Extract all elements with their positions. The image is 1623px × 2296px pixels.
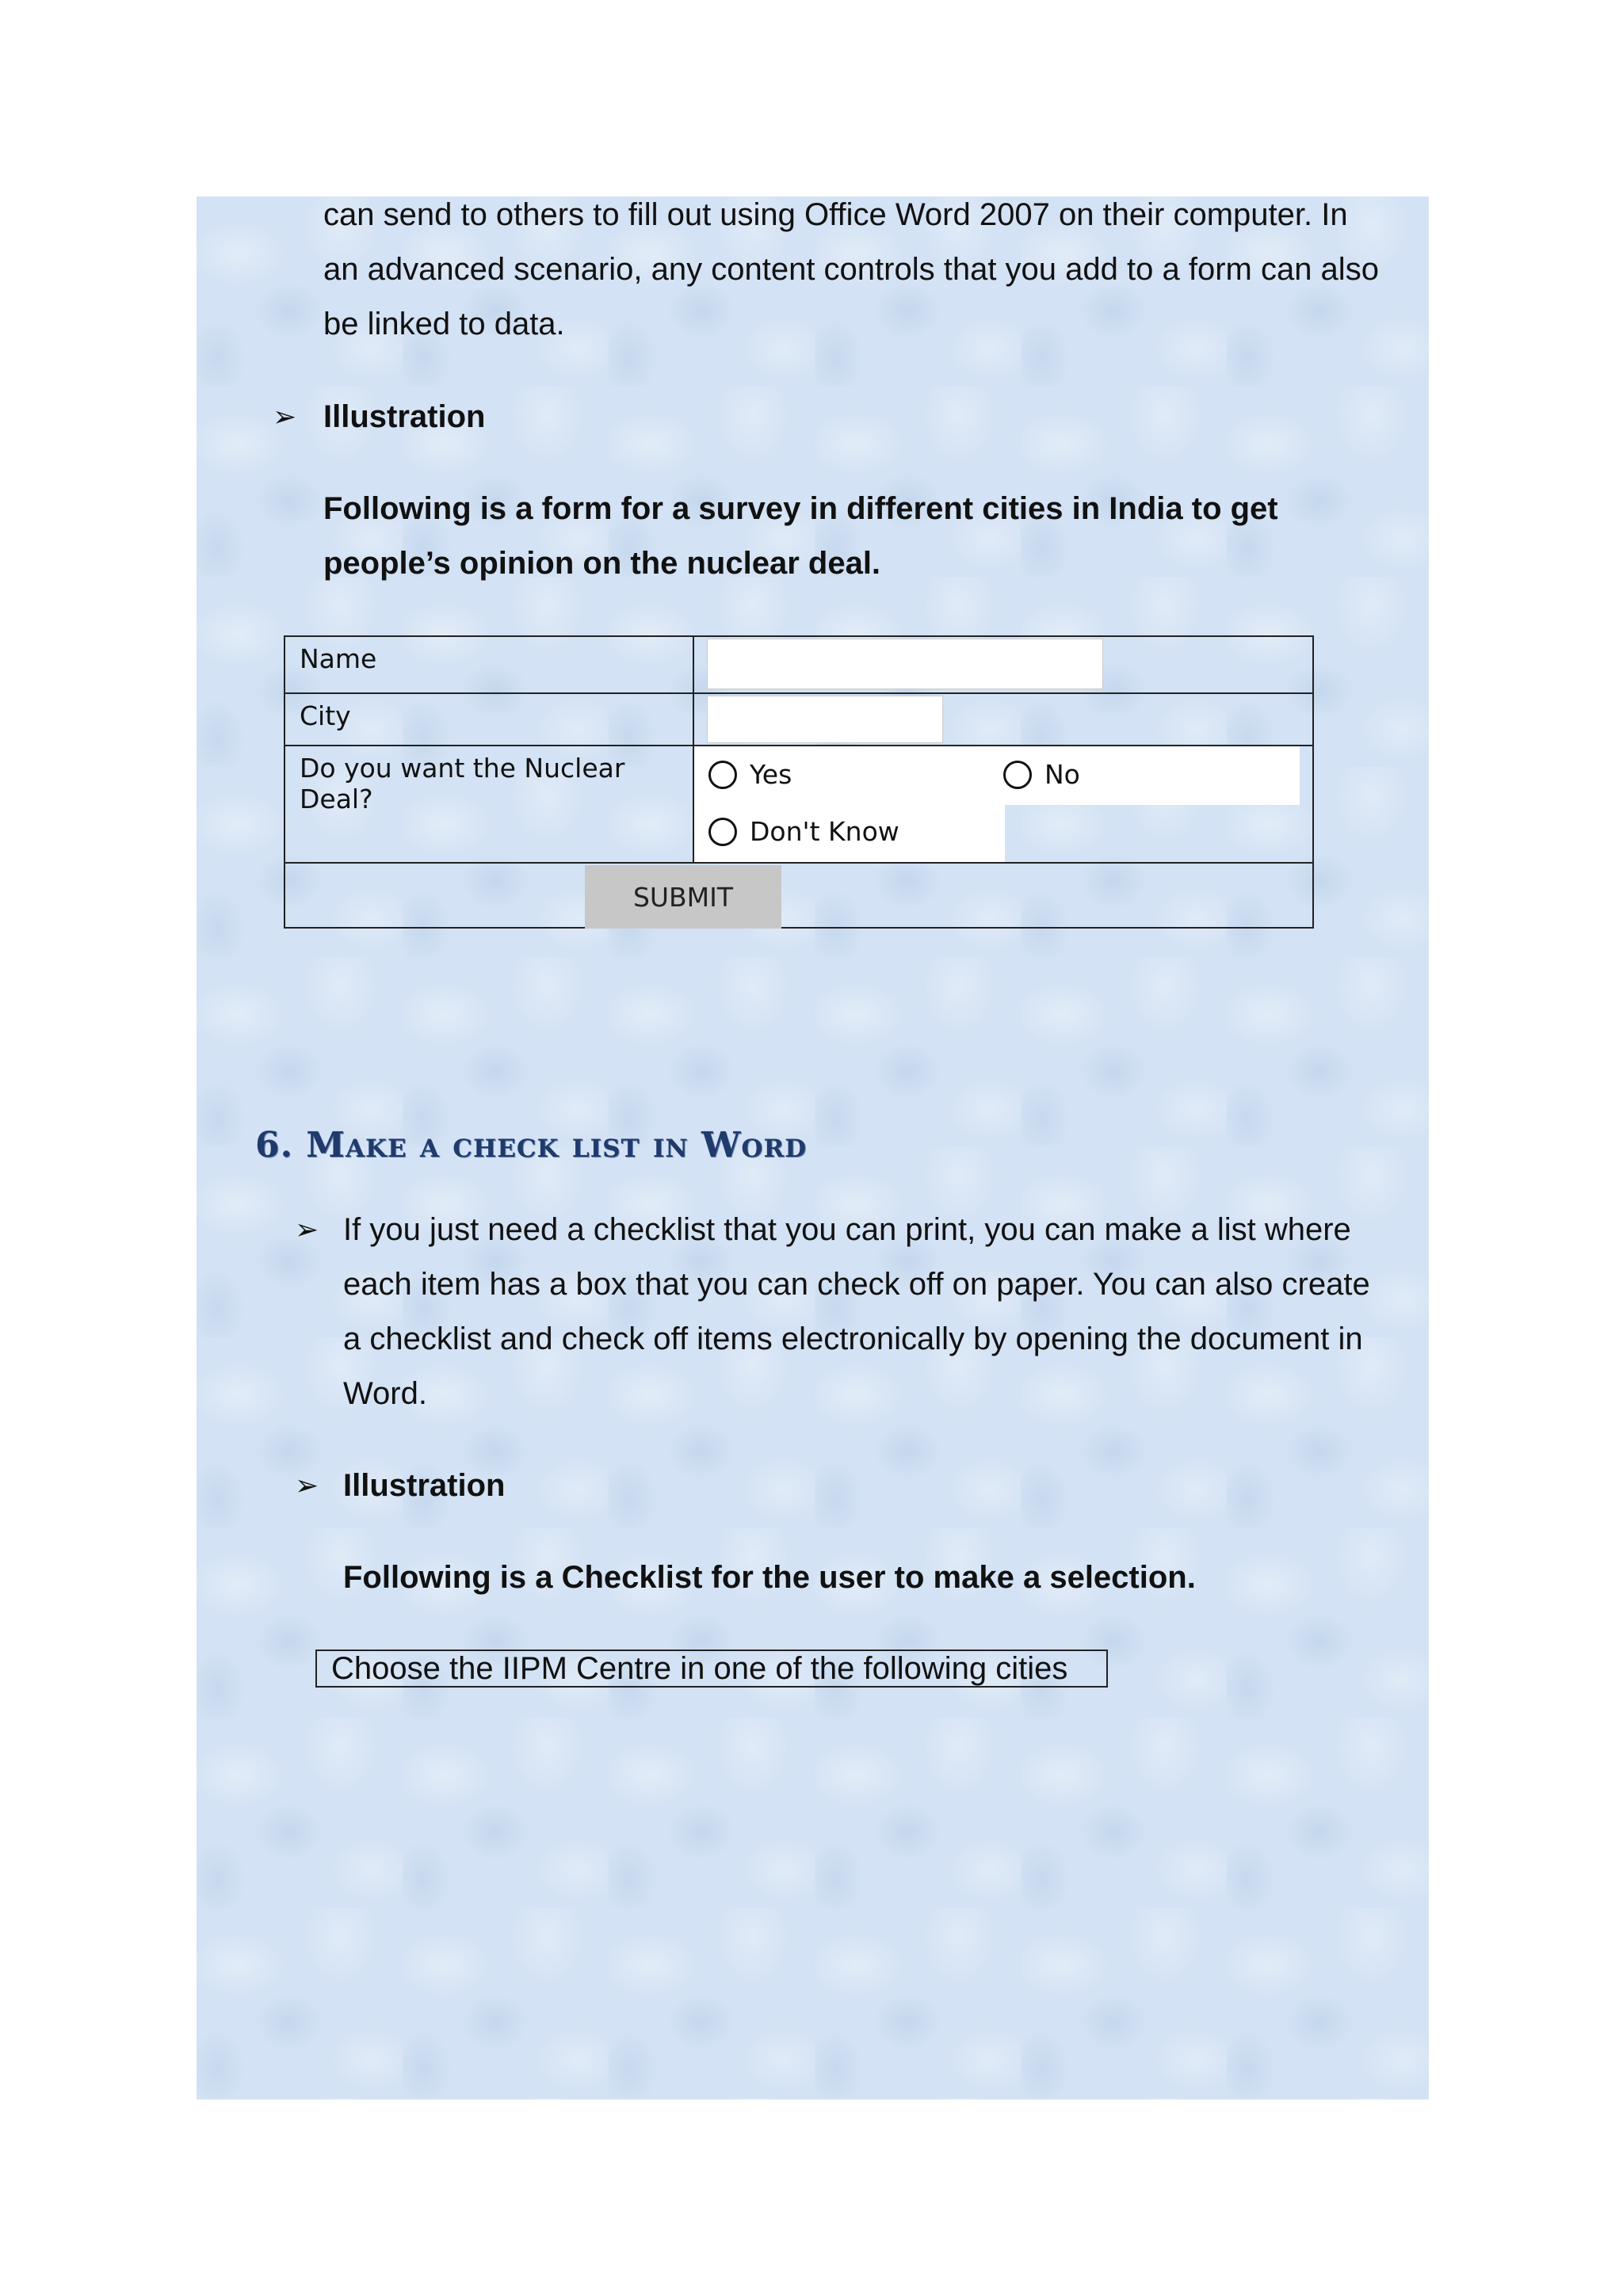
radio-dont-know-label: Don't Know	[750, 816, 899, 847]
radio-yes-label: Yes	[750, 759, 792, 790]
section-bullet-line-1: If you just need a checklist that you can print, you can make a list where	[343, 1212, 1351, 1247]
illustration-desc-line-1: Following is a form for a survey in different cities in India to get	[323, 491, 1278, 526]
arrow-bullet-icon: ➢	[295, 1214, 319, 1246]
name-label: Name	[285, 637, 694, 692]
form-row-name	[285, 637, 1312, 694]
illustration-desc-line-2: people’s opinion on the nuclear deal.	[323, 546, 881, 581]
arrow-bullet-icon: ➢	[295, 1470, 319, 1502]
radio-yes[interactable]	[708, 759, 792, 790]
section-heading: 6. Make a check list in Word	[255, 1125, 808, 1165]
question-label: Do you want the Nuclear Deal?	[285, 746, 694, 862]
survey-form	[284, 635, 1314, 929]
illustration-2-desc: Following is a Checklist for the user to make a selection.	[343, 1560, 1196, 1595]
city-input[interactable]	[707, 696, 943, 743]
illustration-2-heading: Illustration	[343, 1468, 506, 1503]
radio-dont-know[interactable]	[708, 816, 899, 847]
intro-line-2: an advanced scenario, any content controls that you add to a form can also	[323, 252, 1379, 287]
section-bullet-line-2: each item has a box that you can check off on paper. You can also create	[343, 1267, 1370, 1302]
form-row-submit	[285, 864, 1312, 927]
radio-circle-icon	[708, 761, 737, 789]
section-bullet-line-4: Word.	[343, 1376, 427, 1411]
intro-line-3: be linked to data.	[323, 307, 565, 341]
radio-circle-icon	[1003, 761, 1032, 789]
radio-no-label: No	[1044, 759, 1080, 790]
form-row-city	[285, 694, 1312, 746]
submit-button[interactable]: SUBMIT	[585, 865, 781, 929]
checklist-prompt-box: Choose the IIPM Centre in one of the following cities	[315, 1650, 1108, 1688]
arrow-bullet-icon: ➢	[273, 401, 297, 433]
city-label: City	[285, 694, 694, 745]
radio-circle-icon	[708, 818, 737, 846]
section-bullet-line-3: a checklist and check off items electronically by opening the document in	[343, 1322, 1363, 1356]
name-input[interactable]	[707, 639, 1103, 689]
illustration-heading: Illustration	[323, 399, 486, 434]
radio-no[interactable]	[1003, 759, 1080, 790]
form-row-question	[285, 746, 1312, 864]
intro-line-1: can send to others to fill out using Office Word 2007 on their computer. In	[323, 197, 1348, 232]
